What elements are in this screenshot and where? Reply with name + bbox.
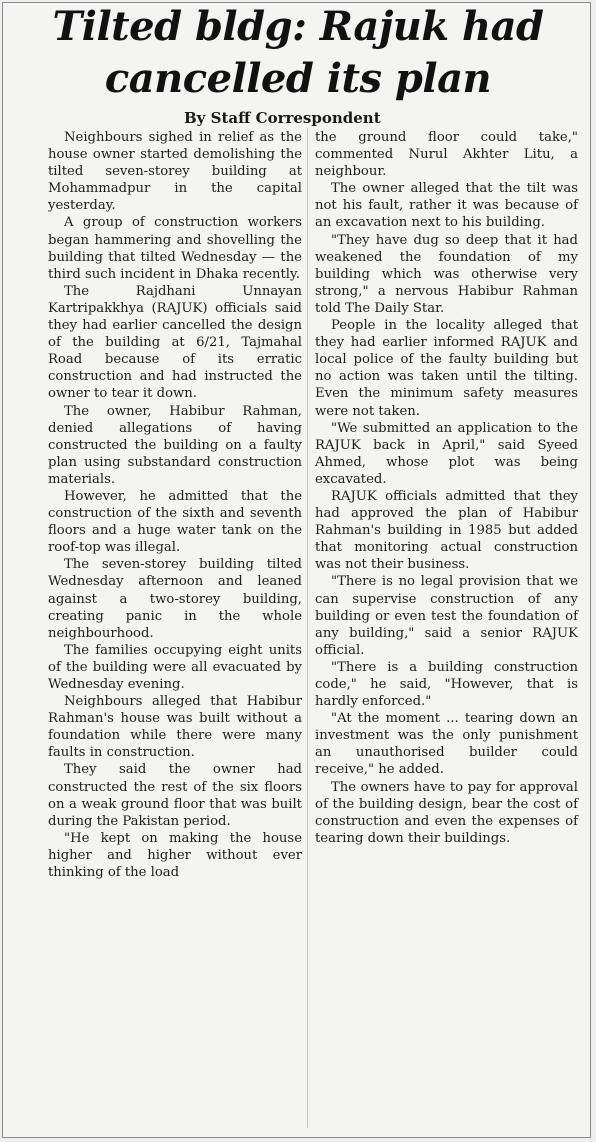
paragraph: "There is no legal provision that we can supervise construction of any building or even test the foundation of any building," said a senior RAJUK official. — [315, 574, 578, 658]
headline-line-2: cancelled its plan — [104, 55, 492, 102]
column-divider — [307, 128, 308, 1128]
paragraph: The owner alleged that the tilt was not his fault, rather it was because of an excavation next to his building. — [315, 181, 578, 231]
paragraph: Neighbours sighed in relief as the house owner started demolishing the tilted seven-storey building at Mohammadpur in the capital yesterday. — [48, 130, 302, 214]
paragraph: Neighbours alleged that Habibur Rahman's house was built without a foundation while there were many faults in construction. — [48, 694, 302, 761]
left-column — [48, 129, 302, 881]
paragraph: They said the owner had constructed the rest of the six floors on a weak ground floor that was built during the Pakistan period. — [48, 762, 302, 829]
paragraph: People in the locality alleged that they had earlier informed RAJUK and local police of the faulty building but no action was taken until the tilting. Even the minimum safety measures were not taken. — [315, 318, 578, 419]
right-column — [315, 129, 578, 847]
paragraph: The seven-storey building tilted Wednesday afternoon and leaned against a two-storey building, creating panic in the whole neighbourhood. — [48, 557, 302, 641]
paragraph: The Rajdhani Unnayan Kartripakkhya (RAJUK) officials said they had earlier cancelled the design of the building at 6/21, Tajmahal Road because of its erratic construction and had instructed the owner to tear it down. — [48, 283, 302, 402]
paragraph: However, he admitted that the construction of the sixth and seventh floors and a huge water tank on the roof-top was illegal. — [48, 488, 302, 556]
headline-line-1: Tilted bldg: Rajuk had — [52, 3, 544, 50]
paragraph: The families occupying eight units of the building were all evacuated by Wednesday evening. — [48, 642, 302, 692]
paragraph: the ground floor could take," commented Nurul Akhter Litu, a neighbour. — [315, 130, 578, 180]
byline: By Staff Correspondent — [184, 109, 381, 127]
paragraph: "We submitted an application to the RAJUK back in April," said Syeed Ahmed, whose plot was being excavated. — [315, 420, 578, 487]
paragraph: "They have dug so deep that it had weakened the foundation of my building which was otherwise very strong," a nervous Habibur Rahman told The Daily Star. — [315, 232, 578, 316]
paragraph: A group of construction workers began hammering and shovelling the building that tilted Wednesday — the third such incident in Dhaka recently. — [48, 215, 302, 282]
paragraph: RAJUK officials admitted that they had approved the plan of Habibur Rahman's building in 1985 but added that monitoring actual construction was not their business. — [315, 488, 578, 573]
paragraph: "At the moment ... tearing down an investment was the only punishment an unauthorised builder could receive," he added. — [315, 711, 578, 778]
paragraph: The owners have to pay for approval of the building design, bear the cost of construction and even the expenses of tearing down their buildings. — [315, 779, 578, 846]
paragraph: "There is a building construction code," he said, "However, that is hardly enforced." — [315, 659, 578, 710]
paragraph: "He kept on making the house higher and higher without ever thinking of the load — [48, 830, 302, 881]
paragraph: The owner, Habibur Rahman, denied allegations of having constructed the building on a faulty plan using substandard construction materials. — [48, 403, 302, 487]
